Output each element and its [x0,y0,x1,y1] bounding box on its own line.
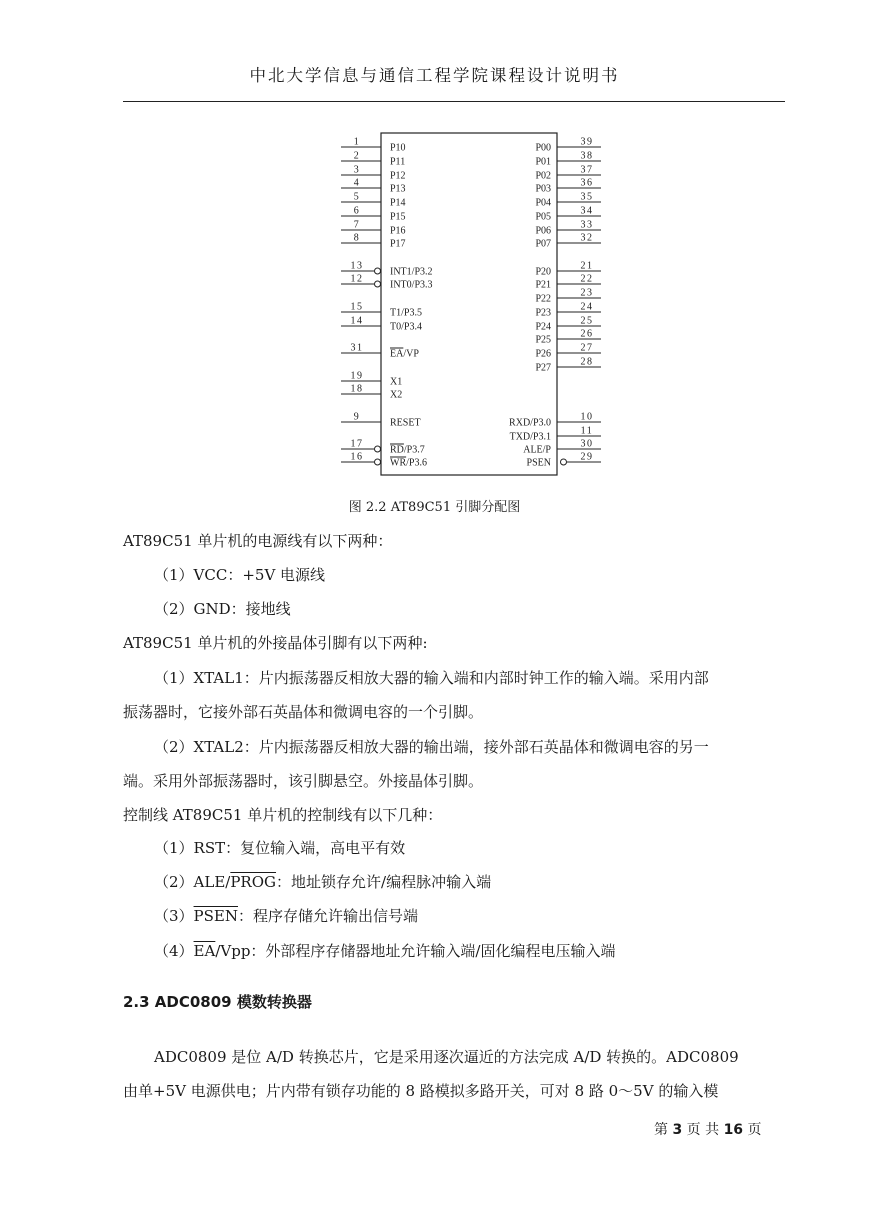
pin-number: 31 [350,342,364,354]
pin-number: 36 [580,177,594,189]
body-text-crystal-intro: AT89C51 单片机的外接晶体引脚有以下两种: [123,634,428,652]
pin-number: 26 [580,328,594,340]
at89c51-pin-diagram [0,0,869,500]
pin-label: P20 [535,266,551,278]
pin-bubble [561,459,567,465]
pin-label: ALE/P [523,444,551,456]
pin-number: 19 [350,370,364,382]
pin-label: P15 [390,211,406,223]
left-pin-group [341,137,433,469]
body-text-ea: $(4)\overline{EA}$/Vpp：外部程序存储器地址允许输入端/固化编程电压输入端 [154,942,616,960]
body-text-adc-line2: 由单+5V 电源供电；片内带有锁存功能的 8 路模拟多路开关，可对 8 路 0～5V 的输入模 [123,1082,719,1100]
pin-label: PSEN [526,457,551,469]
pin-number: 30 [580,438,594,450]
body-text-psen: （3）PSEN：程序存储允许输出信号端 [154,907,419,925]
body-text-power-intro: AT89C51 单片机的电源线有以下两种： [123,532,393,550]
pin-label: P27 [535,362,551,374]
pin-bubble [375,281,381,287]
pin-number: 14 [350,315,364,327]
pin-label: X1 [390,376,403,388]
pin-number: 9 [353,411,361,423]
right-pin-group [509,137,601,469]
overline-prog: PROG [230,873,277,891]
overline-ea: $\overline{EA}$ [193,942,216,960]
pin-label: RESET [390,417,421,429]
pin-label: WR/P3.6 [390,457,427,469]
pin-bubble [375,446,381,452]
body-text-xtal1-line1: （1）XTAL1：片内振荡器反相放大器的输入端和内部时钟工作的输入端。采用内部 [154,669,709,687]
pin-label: P24 [535,321,551,333]
body-text-vcc: （1）VCC：+5V 电源线 [154,566,326,584]
pin-number: 2 [353,150,361,162]
body-text-xtal2-line2: 端。采用外部振荡器时，该引脚悬空。外接晶体引脚。 [123,772,484,790]
pin-label: P03 [535,183,551,195]
pin-number: 7 [353,219,361,231]
pin-label: P22 [535,293,551,305]
pin-number: 10 [580,411,594,423]
pin-label: X2 [390,389,403,401]
pin-number: 38 [580,150,594,162]
pin-label: P06 [535,225,551,237]
pin-label: P21 [535,279,551,291]
pin-number: 33 [580,219,594,231]
pin-label: P14 [390,197,406,209]
page-number: 3 [672,1122,683,1138]
page-header-title: 中北大学信息与通信工程学院课程设计说明书 [249,66,620,85]
pin-label: P26 [535,348,551,360]
pin-label: P02 [535,170,551,182]
pin-label: P13 [390,183,406,195]
pin-number: 23 [580,287,594,299]
pin-number: 18 [350,383,364,395]
pin-label: P17 [390,238,406,250]
pin-label: P12 [390,170,406,182]
pin-label: INT0/P3.3 [390,279,433,291]
figure-caption: 图 2.2 AT89C51 引脚分配图 [348,500,521,515]
pin-number: 35 [580,191,594,203]
pin-label: INT1/P3.2 [390,266,433,278]
pin-number: 16 [350,451,364,463]
pin-bubble [375,268,381,274]
pin-number: 34 [580,205,594,217]
body-text-xtal1-line2: 振荡器时，它接外部石英晶体和微调电容的一个引脚。 [123,703,484,721]
pin-number: 12 [350,273,364,285]
pin-label: EA/VP [390,348,419,360]
pin-label: P05 [535,211,551,223]
pin-number: 25 [580,315,594,327]
pin-label: RD/P3.7 [390,444,425,456]
body-text-gnd: （2）GND：接地线 [154,600,291,618]
pin-number: 3 [353,164,361,176]
section-heading: 2.3 ADC0809 模数转换器 [123,993,312,1011]
pin-number: 39 [580,136,594,148]
body-text-ale: （2）ALE/PROG：地址锁存允许/编程脉冲输入端 [154,873,492,891]
pin-number: 22 [580,273,594,285]
overline-psen: PSEN [193,907,238,925]
pin-number: 32 [580,232,594,244]
body-text-adc-line1: ADC0809 是位 A/D 转换芯片，它是采用逐次逼近的方法完成 A/D 转换的。ADC0809 [154,1048,739,1066]
page-total: 16 [723,1122,744,1138]
pin-number: 5 [353,191,361,203]
pin-number: 1 [353,136,361,148]
pin-number: 8 [353,232,361,244]
page-footer: 第 3 页 共 16 页 [654,1122,762,1138]
pin-label: P23 [535,307,551,319]
pin-label: T0/P3.4 [390,321,422,333]
pin-label: P01 [535,156,551,168]
body-text-control-intro: 控制线 AT89C51 单片机的控制线有以下几种： [123,806,443,824]
pin-label: P25 [535,334,551,346]
pin-number: 37 [580,164,594,176]
pin-label: P10 [390,142,406,154]
pin-number: 4 [353,177,361,189]
pin-number: 29 [580,451,594,463]
body-text-rst: （1）RST：复位输入端，高电平有效 [154,839,406,857]
pin-number: 17 [350,438,364,450]
pin-number: 15 [350,301,364,313]
pin-number: 27 [580,342,594,354]
pin-label: P07 [535,238,551,250]
pin-label: P00 [535,142,551,154]
pin-number: 24 [580,301,594,313]
pin-number: 28 [580,356,594,368]
pin-label: TXD/P3.1 [509,431,551,443]
pin-label: P11 [390,156,406,168]
body-text-xtal2-line1: （2）XTAL2：片内振荡器反相放大器的输出端，接外部石英晶体和微调电容的另一 [154,738,709,756]
pin-number: 21 [580,260,594,272]
pin-bubble [375,459,381,465]
pin-number: 6 [353,205,361,217]
pin-label: T1/P3.5 [390,307,422,319]
pin-label: RXD/P3.0 [509,417,551,429]
pin-label: P16 [390,225,406,237]
pin-number: 11 [580,425,594,437]
pin-number: 13 [350,260,364,272]
pin-label: P04 [535,197,551,209]
